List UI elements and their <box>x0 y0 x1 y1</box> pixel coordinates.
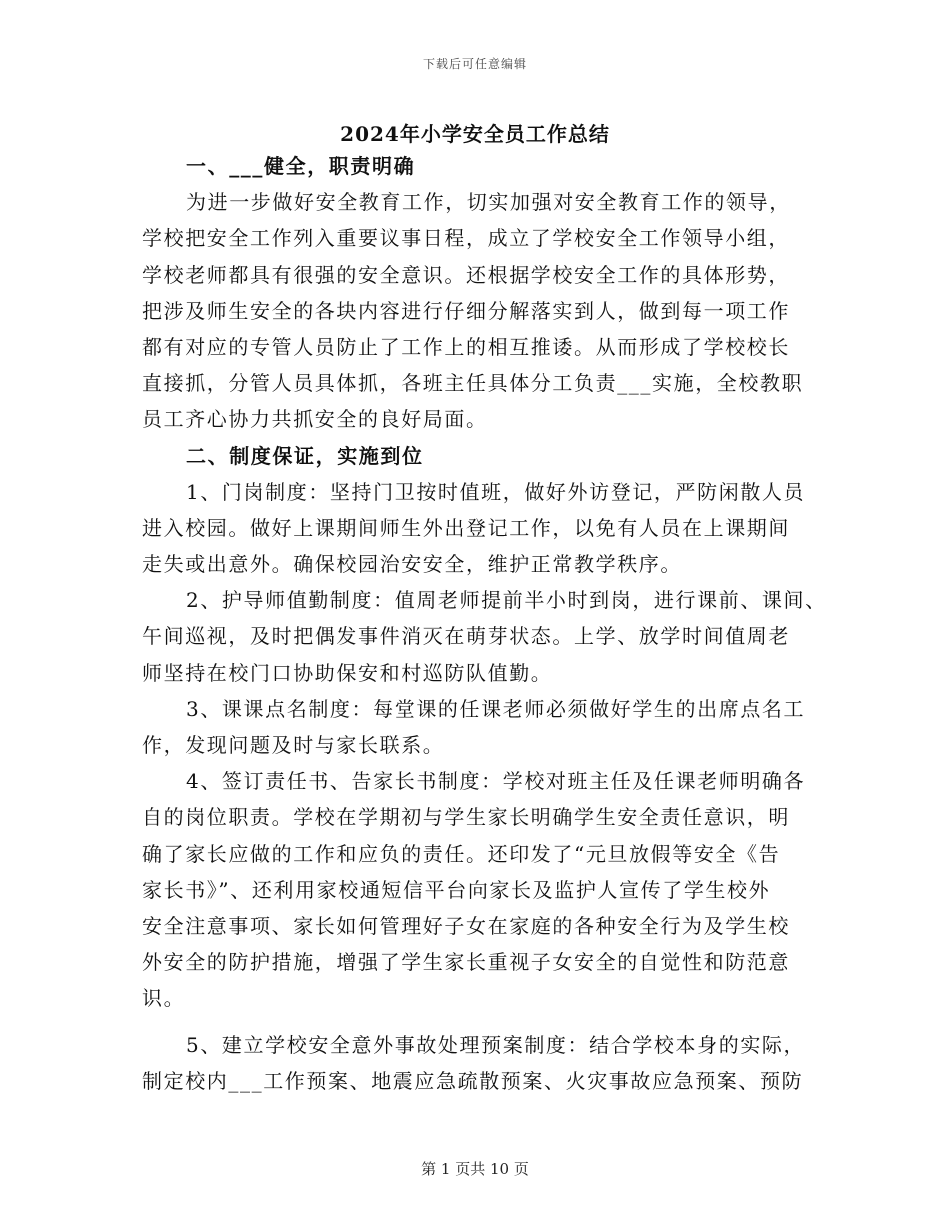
body-line: 作，发现问题及时与家长联系。 <box>142 733 445 757</box>
body-line: 5、建立学校安全意外事故处理预案制度：结合学校本身的实际， <box>186 1032 806 1057</box>
body-line: 进入校园。做好上课期间师生外出登记工作，以免有人员在上课期间 <box>142 515 790 540</box>
body-line: 家长书》”、还利用家校通短信平台向家长及监护人宣传了学生校外 <box>142 877 771 902</box>
body-line: 识。 <box>142 986 186 1011</box>
document-body <box>142 148 827 1099</box>
body-line: 1、门岗制度：坚持门卫按时值班，做好外访登记，严防闲散人员 <box>186 479 806 504</box>
body-line: 午间巡视，及时把偶发事件消灭在萌芽状态。上学、放学时间值周老 <box>142 624 790 649</box>
section-heading: 一、___健全，职责明确 <box>186 154 416 178</box>
body-line: 外安全的防护措施，增强了学生家长重视子女安全的自觉性和防范意 <box>142 950 790 975</box>
document-title: 2024年小学安全员工作总结 <box>340 122 610 146</box>
body-line: 4、签订责任书、告家长书制度：学校对班主任及任课老师明确各 <box>186 769 806 794</box>
body-line: 都有对应的专管人员防止了工作上的相互推诿。从而形成了学校校长 <box>142 334 790 359</box>
body-line: 2、护导师值勤制度：值周老师提前半小时到岗，进行课前、课间、 <box>186 588 827 613</box>
body-line: 把涉及师生安全的各块内容进行仔细分解落实到人，做到每一项工作 <box>142 298 790 323</box>
body-line: 学校把安全工作列入重要议事日程，成立了学校安全工作领导小组， <box>142 226 790 251</box>
body-line: 直接抓，分管人员具体抓，各班主任具体分工负责___实施，全校教职 <box>142 371 804 396</box>
body-line: 安全注意事项、家长如何管理好子女在家庭的各种安全行为及学生校 <box>142 913 790 938</box>
body-line: 自的岗位职责。学校在学期初与学生家长明确学生安全责任意识，明 <box>142 805 790 830</box>
body-line: 确了家长应做的工作和应负的责任。还印发了“元旦放假等安全《告 <box>142 841 781 866</box>
header-note: 下载后可任意编辑 <box>422 57 527 71</box>
body-line: 师坚持在校门口协助保安和村巡防队值勤。 <box>142 660 553 685</box>
page-number: 第 1 页共 10 页 <box>421 1160 529 1178</box>
body-line: 员工齐心协力共抓安全的良好局面。 <box>142 407 488 432</box>
body-line: 制定校内___工作预案、地震应急疏散预案、火灾事故应急预案、预防 <box>142 1068 804 1093</box>
section-heading: 二、制度保证，实施到位 <box>186 443 424 468</box>
body-line: 3、课课点名制度：每堂课的任课老师必须做好学生的出席点名工 <box>186 696 806 721</box>
body-line: 走失或出意外。确保校园治安安全，维护正常教学秩序。 <box>142 552 682 577</box>
body-line: 学校老师都具有很强的安全意识。还根据学校安全工作的具体形势， <box>142 262 790 287</box>
body-line: 为进一步做好安全教育工作，切实加强对安全教育工作的领导， <box>186 190 791 215</box>
